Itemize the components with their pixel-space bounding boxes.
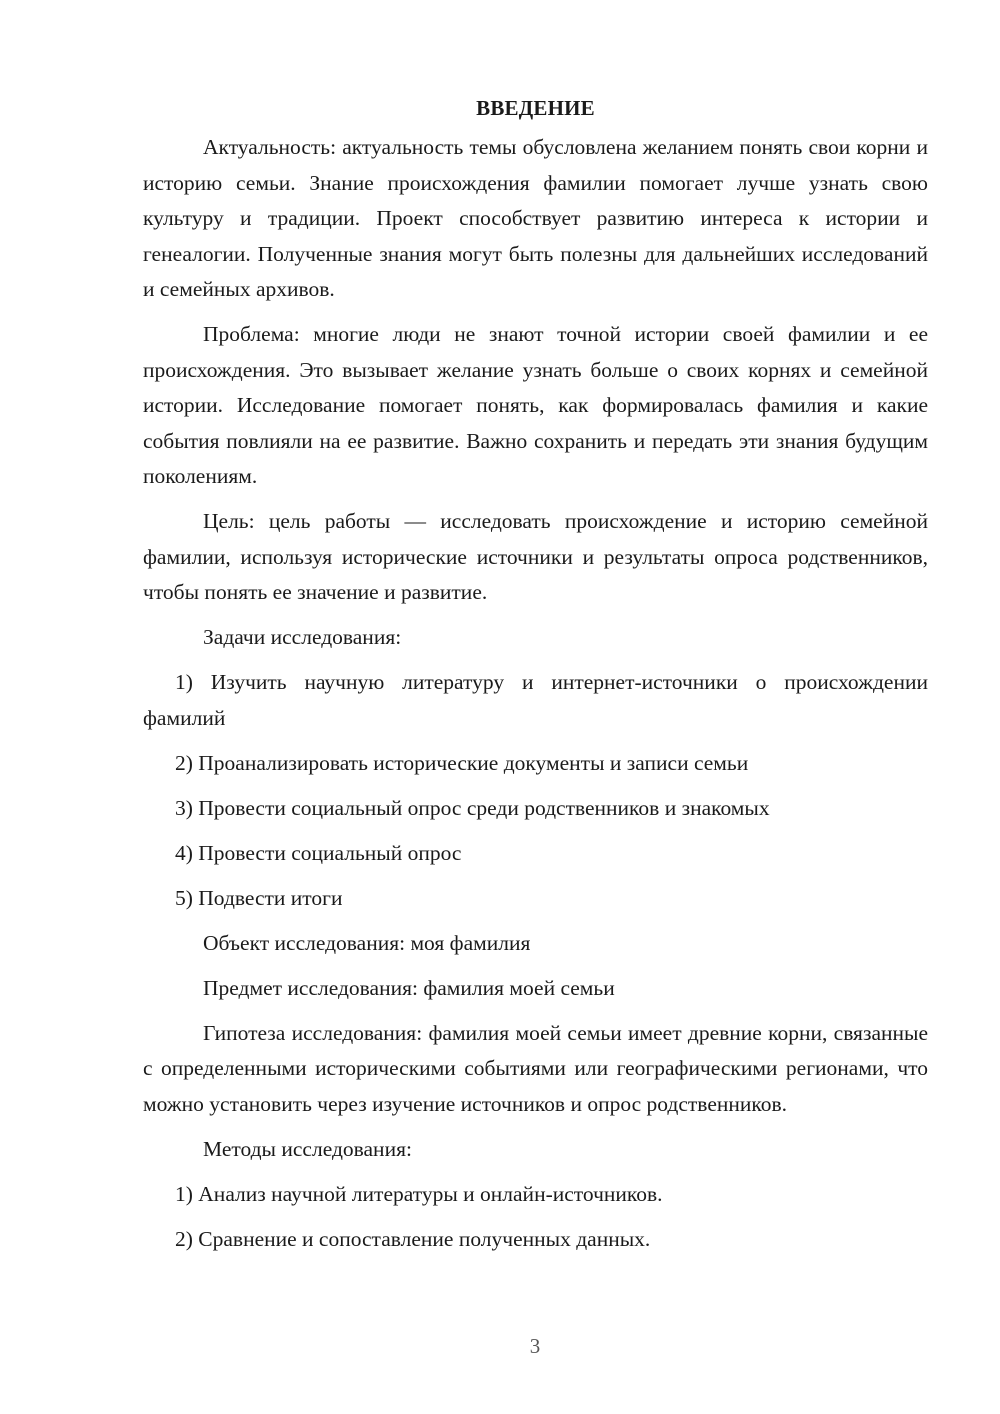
task-item: 1) Изучить научную литературу и интернет-источники о происхождении фамилий [143,670,928,730]
task-item: 5) Подвести итоги [175,885,343,910]
relevance-paragraph: Актуальность: актуальность темы обусловлена желанием понять свои корни и историю семьи. Знание происхождения фамилии помогает лучше узнать свою культуру и традиции. Проект способствует развитию интереса к истории и генеалогии. Полученные знания могут быть полезны для дальнейших исследований и семейных архивов. [143,135,928,301]
goal-paragraph: Цель: цель работы — исследовать происхождение и историю семейной фамилии, используя исторические источники и результаты опроса родственников, чтобы понять ее значение и развитие. [143,509,928,604]
section-title: ВВЕДЕНИЕ [476,96,595,120]
page-number: 3 [529,1334,541,1358]
research-object: Объект исследования: моя фамилия [203,930,531,955]
document-page [143,92,928,1267]
method-item: 1) Анализ научной литературы и онлайн-источников. [175,1181,663,1206]
tasks-heading: Задачи исследования: [203,625,402,649]
problem-paragraph: Проблема: многие люди не знают точной истории своей фамилии и ее происхождения. Это вызывает желание узнать больше о своих корнях и семейной истории. Исследование помогает понять, как формировалась фамилия и какие события повлияли на ее развитие. Важно сохранить и передать эти знания будущим поколениям. [143,322,928,488]
methods-heading: Методы исследования: [203,1136,412,1161]
method-item: 2) Сравнение и сопоставление полученных данных. [175,1226,651,1251]
task-item: 2) Проанализировать исторические документы и записи семьи [175,750,749,775]
task-item: 4) Провести социальный опрос [175,840,462,865]
task-item: 3) Провести социальный опрос среди родственников и знакомых [175,795,770,820]
hypothesis-paragraph: Гипотеза исследования: фамилия моей семьи имеет древние корни, связанные с определенными историческими событиями или географическими регионами, что можно установить через изучение источников и опрос родственников. [143,1020,928,1116]
research-subject: Предмет исследования: фамилия моей семьи [203,975,615,1000]
